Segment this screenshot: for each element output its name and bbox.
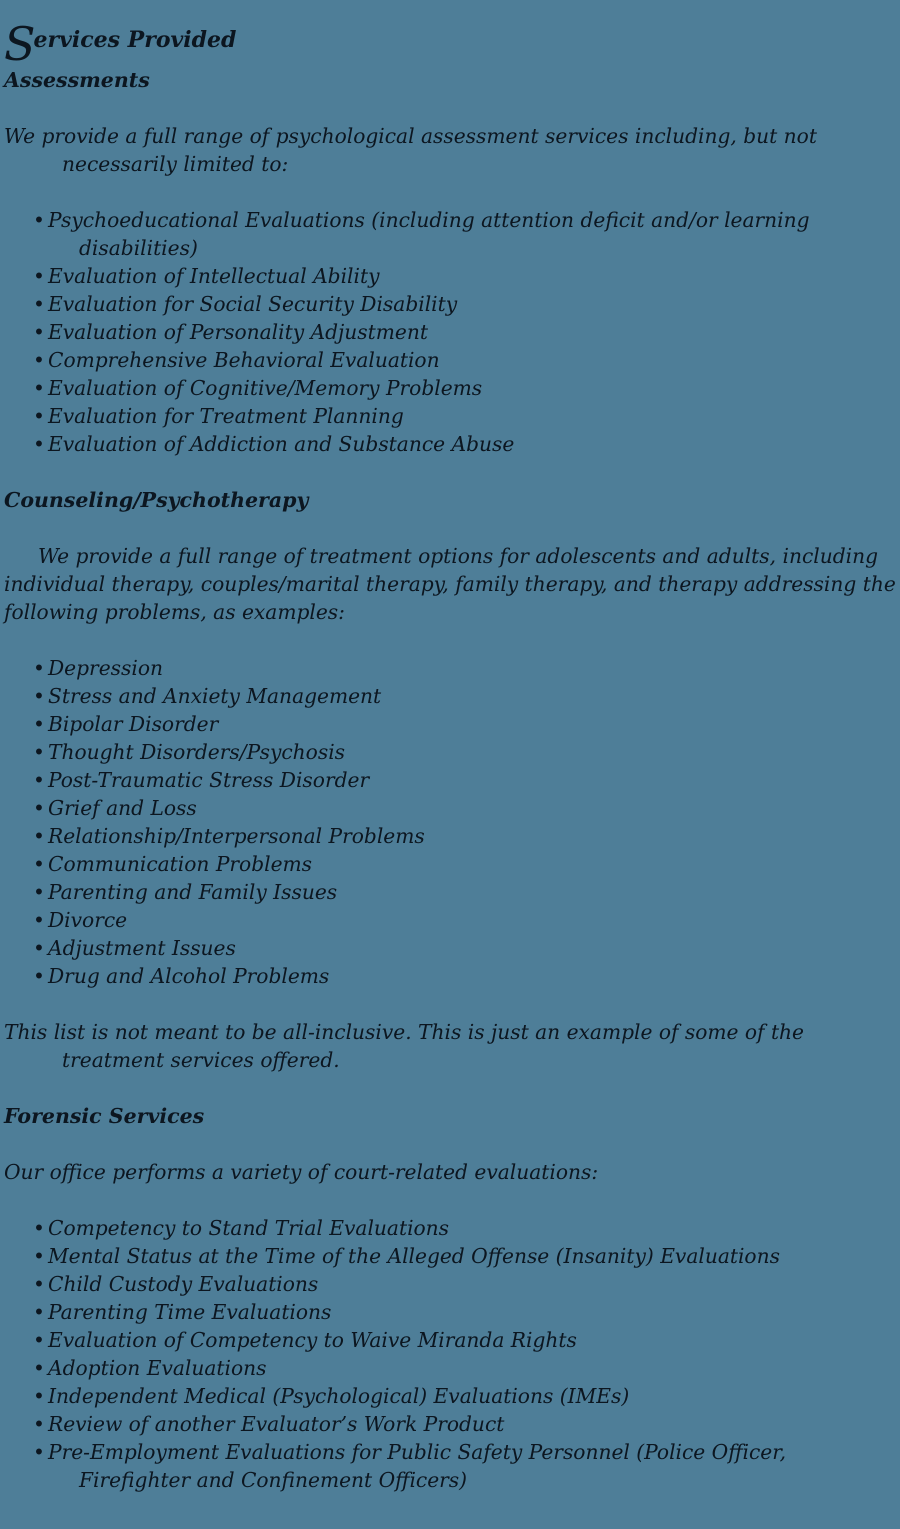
- list-item-text: Grief and Loss: [48, 796, 197, 820]
- list-item: [33, 1326, 900, 1354]
- list-item: [33, 654, 900, 682]
- list-item: [33, 346, 900, 374]
- list-item-text: Drug and Alcohol Problems: [48, 964, 330, 988]
- assessments-intro: We provide a full range of psychological assessment services including, but not necessarily limited to:: [4, 124, 817, 176]
- bullet-icon: •: [33, 1384, 45, 1408]
- assessments-section: [4, 66, 900, 458]
- list-item-text: Psychoeducational Evaluations (including attention deficit and/or learning disabilities): [48, 208, 810, 260]
- bullet-icon: •: [33, 824, 45, 848]
- counseling-section: [4, 486, 900, 1074]
- bullet-icon: •: [33, 908, 45, 932]
- list-item-text: Adoption Evaluations: [48, 1356, 267, 1380]
- list-item: [33, 906, 900, 934]
- page-title-rest: ervices Provided: [33, 27, 237, 53]
- list-item-text: Relationship/Interpersonal Problems: [48, 824, 425, 848]
- counseling-intro: We provide a full range of treatment options for adolescents and adults, including individual therapy, couples/marital therapy, family therapy, and therapy addressing the following problems, as examples:: [4, 544, 896, 624]
- list-item-text: Bipolar Disorder: [48, 712, 219, 736]
- forensic-intro: Our office performs a variety of court-related evaluations:: [4, 1160, 599, 1184]
- bullet-icon: •: [33, 796, 45, 820]
- list-item-text: Divorce: [48, 908, 128, 932]
- list-item: [33, 1242, 900, 1270]
- list-item: [33, 374, 900, 402]
- bullet-icon: •: [33, 712, 45, 736]
- list-item-text: Comprehensive Behavioral Evaluation: [48, 348, 440, 372]
- list-item-text: Adjustment Issues: [48, 936, 236, 960]
- list-item-text: Pre-Employment Evaluations for Public Safety Personnel (Police Officer, Firefighter and Confinement Officers): [48, 1440, 787, 1492]
- list-item-text: Parenting and Family Issues: [48, 880, 338, 904]
- list-item-text: Mental Status at the Time of the Alleged Offense (Insanity) Evaluations: [48, 1244, 780, 1268]
- list-item-text: Evaluation for Treatment Planning: [48, 404, 404, 428]
- forensic-heading: Forensic Services: [4, 1104, 205, 1128]
- forensic-list: [4, 1214, 900, 1494]
- bullet-icon: •: [33, 432, 45, 456]
- list-item-text: Evaluation of Competency to Waive Miranda Rights: [48, 1328, 577, 1352]
- list-item: [33, 1438, 900, 1494]
- forensic-section: [4, 1102, 900, 1494]
- bullet-icon: •: [33, 1440, 45, 1464]
- list-item-text: Post-Traumatic Stress Disorder: [48, 768, 370, 792]
- list-item-text: Independent Medical (Psychological) Evaluations (IMEs): [48, 1384, 630, 1408]
- list-item-text: Evaluation of Cognitive/Memory Problems: [48, 376, 483, 400]
- bullet-icon: •: [33, 208, 45, 232]
- bullet-icon: •: [33, 264, 45, 288]
- list-item: [33, 1354, 900, 1382]
- list-item: [33, 850, 900, 878]
- list-item-text: Parenting Time Evaluations: [48, 1300, 332, 1324]
- list-item: [33, 822, 900, 850]
- list-item: [33, 1298, 900, 1326]
- bullet-icon: •: [33, 404, 45, 428]
- list-item-text: Evaluation for Social Security Disability: [48, 292, 458, 316]
- bullet-icon: •: [33, 740, 45, 764]
- page-title-initial: S: [4, 17, 34, 71]
- bullet-icon: •: [33, 348, 45, 372]
- counseling-list: [4, 654, 900, 990]
- bullet-icon: •: [33, 656, 45, 680]
- list-item: [33, 402, 900, 430]
- bullet-icon: •: [33, 1300, 45, 1324]
- list-item: [33, 1270, 900, 1298]
- list-item-text: Competency to Stand Trial Evaluations: [48, 1216, 450, 1240]
- list-item: [33, 1382, 900, 1410]
- list-item: [33, 766, 900, 794]
- list-item-text: Review of another Evaluator’s Work Product: [48, 1412, 505, 1436]
- list-item-text: Communication Problems: [48, 852, 313, 876]
- bullet-icon: •: [33, 1412, 45, 1436]
- bullet-icon: •: [33, 1216, 45, 1240]
- counseling-note: This list is not meant to be all-inclusive. This is just an example of some of the treatment services offered.: [4, 1020, 804, 1072]
- bullet-icon: •: [33, 1244, 45, 1268]
- bullet-icon: •: [33, 880, 45, 904]
- list-item: [33, 290, 900, 318]
- list-item: [33, 710, 900, 738]
- list-item: [33, 206, 900, 262]
- list-item-text: Depression: [48, 656, 163, 680]
- list-item: [33, 430, 900, 458]
- list-item: [33, 738, 900, 766]
- bullet-icon: •: [33, 1272, 45, 1296]
- bullet-icon: •: [33, 852, 45, 876]
- list-item-text: Thought Disorders/Psychosis: [48, 740, 346, 764]
- assessments-heading: Assessments: [4, 68, 150, 92]
- bullet-icon: •: [33, 292, 45, 316]
- list-item: [33, 934, 900, 962]
- page-title: [4, 10, 900, 71]
- bullet-icon: •: [33, 1328, 45, 1352]
- list-item-text: Stress and Anxiety Management: [48, 684, 382, 708]
- list-item-text: Evaluation of Addiction and Substance Abuse: [48, 432, 515, 456]
- counseling-heading: Counseling/Psychotherapy: [4, 488, 309, 512]
- assessments-list: [4, 206, 900, 458]
- list-item: [33, 1410, 900, 1438]
- list-item-text: Evaluation of Intellectual Ability: [48, 264, 380, 288]
- list-item: [33, 682, 900, 710]
- bullet-icon: •: [33, 936, 45, 960]
- list-item: [33, 1214, 900, 1242]
- list-item-text: Child Custody Evaluations: [48, 1272, 319, 1296]
- list-item-text: Evaluation of Personality Adjustment: [48, 320, 428, 344]
- list-item: [33, 962, 900, 990]
- bullet-icon: •: [33, 768, 45, 792]
- list-item: [33, 318, 900, 346]
- bullet-icon: •: [33, 684, 45, 708]
- bullet-icon: •: [33, 964, 45, 988]
- list-item: [33, 878, 900, 906]
- bullet-icon: •: [33, 1356, 45, 1380]
- bullet-icon: •: [33, 376, 45, 400]
- bullet-icon: •: [33, 320, 45, 344]
- list-item: [33, 262, 900, 290]
- list-item: [33, 794, 900, 822]
